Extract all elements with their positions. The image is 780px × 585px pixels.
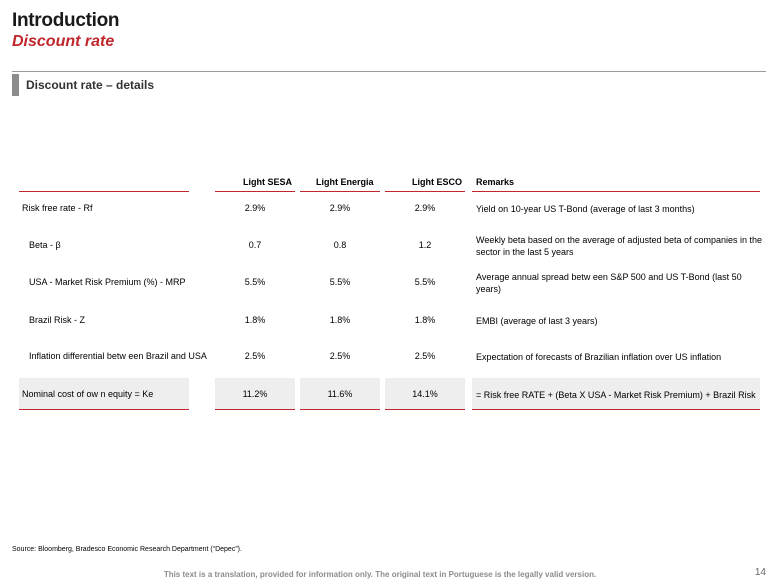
table-cell: 2.5% [329, 351, 351, 361]
row-remark: = Risk free RATE + (Beta X USA - Market Risk Premium) + Brazil Risk [476, 390, 756, 400]
row-remark: Average annual spread betw een S&P 500 and US T-Bond (last 50 years) [476, 272, 742, 294]
row-label-beta: Beta - β [29, 240, 61, 250]
page-subtitle: Discount rate [12, 33, 115, 50]
table-cell: 14.1% [412, 389, 438, 399]
page-title: Introduction [12, 10, 120, 31]
page-number: 14 [754, 567, 766, 578]
column-header-light-energia: Light Energia [316, 177, 374, 187]
header-underline [19, 191, 189, 192]
table-cell: 2.9% [414, 203, 436, 213]
row-label-cost-of-equity: Nominal cost of ow n equity = Ke [22, 389, 154, 399]
row-label-mrp: USA - Market Risk Premium (%) - MRP [29, 277, 186, 287]
table-cell: 2.9% [244, 203, 266, 213]
row-label-brazil-risk: Brazil Risk - Z [29, 315, 85, 325]
row-remark: EMBI (average of last 3 years) [476, 316, 598, 326]
section-title: Discount rate – details [26, 78, 155, 92]
column-header-light-esco: Light ESCO [412, 177, 462, 187]
table-cell: 2.5% [414, 351, 436, 361]
table-cell: 11.2% [242, 389, 268, 399]
table-cell: 5.5% [244, 277, 266, 287]
header-underline [300, 191, 380, 192]
table-cell: 0.8 [333, 240, 347, 250]
table-cell: 5.5% [329, 277, 351, 287]
column-header-remarks: Remarks [476, 177, 515, 187]
header-underline [472, 191, 760, 192]
row-remark: Weekly beta based on the average of adjusted beta of companies in the sector in the last 5 years [476, 235, 763, 257]
table-cell: 2.5% [244, 351, 266, 361]
row-remark: Yield on 10-year US T-Bond (average of last 3 months) [476, 204, 695, 214]
section-marker [12, 74, 19, 96]
disclaimer: This text is a translation, provided for information only. The original text in Portuguese is the legally valid version. [163, 570, 597, 579]
table-cell: 1.2 [418, 240, 432, 250]
title-divider [12, 71, 766, 72]
table-cell: 5.5% [414, 277, 436, 287]
table-cell: 1.8% [329, 315, 351, 325]
row-label-risk-free: Risk free rate - Rf [22, 203, 93, 213]
table-cell: 0.7 [248, 240, 262, 250]
table-cell: 11.6% [327, 389, 353, 399]
header-underline [385, 191, 465, 192]
row-label-inflation: Inflation differential betw een Brazil and USA [29, 351, 207, 361]
table-cell: 2.9% [329, 203, 351, 213]
table-cell: 1.8% [244, 315, 266, 325]
column-header-light-sesa: Light SESA [243, 177, 292, 187]
row-remark: Expectation of forecasts of Brazilian inflation over US inflation [476, 352, 722, 362]
header-underline [215, 191, 295, 192]
table-cell: 1.8% [414, 315, 436, 325]
source-note: Source: Bloomberg, Bradesco Economic Research Department (“Depec”). [12, 546, 242, 553]
